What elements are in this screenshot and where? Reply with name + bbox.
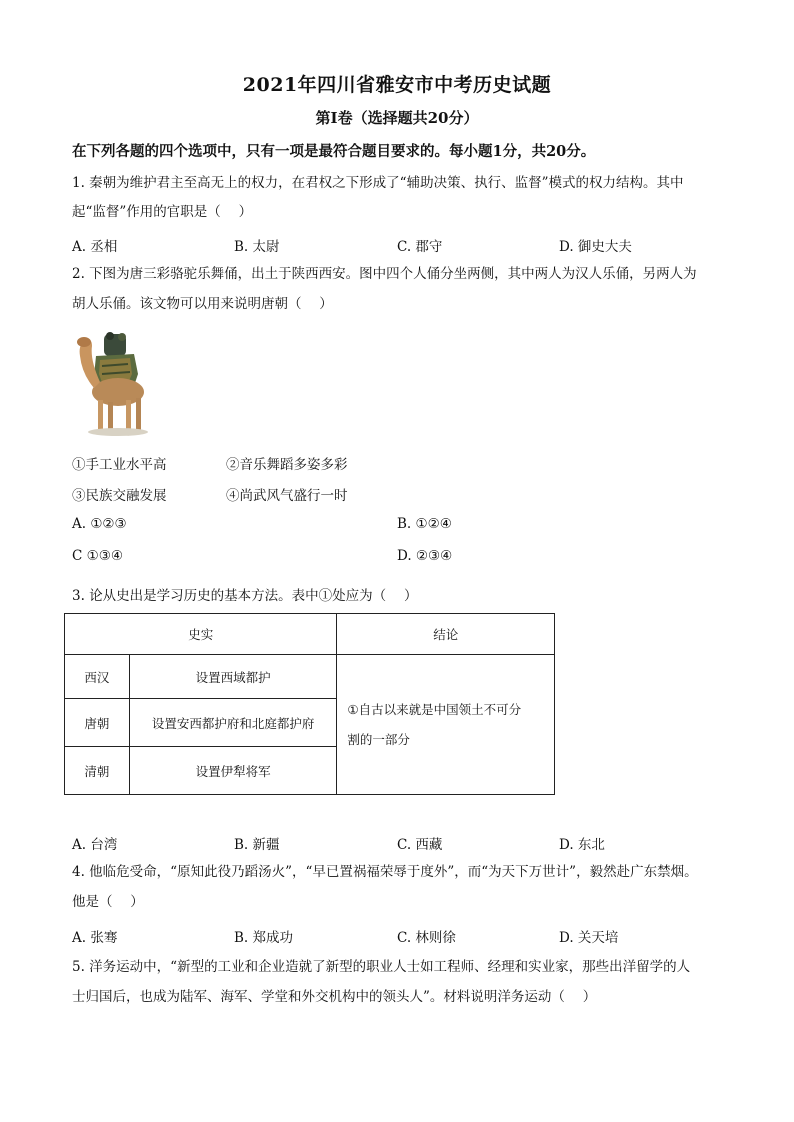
q2-statement-1: ①手工业水平高 bbox=[72, 457, 167, 473]
q2-option-c: C ①③④ bbox=[72, 548, 123, 564]
q4-option-a: A. 张骞 bbox=[72, 930, 118, 946]
row-fact: 设置伊犁将军 bbox=[129, 747, 337, 795]
conclusion-line2: 割的一部分 bbox=[347, 731, 410, 747]
header-conclusion: 结论 bbox=[337, 614, 555, 655]
row-dynasty: 清朝 bbox=[65, 747, 130, 795]
q2-option-d: D. ②③④ bbox=[397, 548, 453, 564]
q2-stem-line2: 胡人乐俑。该文物可以用来说明唐朝（ ） bbox=[72, 296, 333, 312]
q3-option-c: C. 西藏 bbox=[397, 837, 443, 853]
q2-stem-line1: 2. 下图为唐三彩骆驼乐舞俑，出土于陕西西安。图中四个人俑分坐两侧，其中两人为汉人乐俑，另两人为 bbox=[72, 266, 697, 282]
history-table bbox=[64, 613, 555, 795]
q1-option-b: B. 太尉 bbox=[234, 239, 280, 255]
row-dynasty: 西汉 bbox=[65, 655, 130, 699]
header-facts: 史实 bbox=[65, 614, 337, 655]
q1-option-d: D. 御史大夫 bbox=[559, 239, 632, 255]
instructions: 在下列各题的四个选项中，只有一项是最符合题目要求的。每小题1分，共20分。 bbox=[72, 143, 596, 160]
q2-statement-2: ②音乐舞蹈多姿多彩 bbox=[226, 457, 348, 473]
camel-figurine-image bbox=[72, 330, 154, 438]
page-title: 2021年四川省雅安市中考历史试题 bbox=[242, 74, 552, 96]
q5-stem-line2: 士归国后，也成为陆军、海军、学堂和外交机构中的领头人”。材料说明洋务运动（ ） bbox=[72, 989, 597, 1005]
q1-stem-line1: 1. 秦朝为维护君主至高无上的权力，在君权之下形成了“辅助决策、执行、监督”模式的权力结构。其中 bbox=[72, 175, 684, 191]
q2-option-a: A. ①②③ bbox=[72, 516, 127, 532]
q4-stem-line2: 他是（ ） bbox=[72, 894, 144, 910]
q4-option-b: B. 郑成功 bbox=[234, 930, 294, 946]
table-header-row bbox=[65, 614, 555, 655]
q2-option-b: B. ①②④ bbox=[397, 516, 452, 532]
row-fact: 设置安西都护府和北庭都护府 bbox=[129, 699, 337, 747]
q3-option-b: B. 新疆 bbox=[234, 837, 280, 853]
section-subtitle: 第Ⅰ卷（选择题共20分） bbox=[315, 109, 479, 127]
table-row bbox=[65, 655, 555, 699]
q3-stem: 3. 论从史出是学习历史的基本方法。表中①处应为（ ） bbox=[72, 588, 418, 604]
row-dynasty: 唐朝 bbox=[65, 699, 130, 747]
q3-option-d: D. 东北 bbox=[559, 837, 605, 853]
row-fact: 设置西域都护 bbox=[129, 655, 337, 699]
q1-option-c: C. 郡守 bbox=[397, 239, 443, 255]
q4-option-d: D. 关天培 bbox=[559, 930, 619, 946]
q1-stem-line2: 起“监督”作用的官职是（ ） bbox=[72, 204, 253, 220]
q4-option-c: C. 林则徐 bbox=[397, 930, 456, 946]
conclusion-line1: ①自古以来就是中国领土不可分 bbox=[347, 701, 522, 717]
q4-stem-line1: 4. 他临危受命，“原知此役乃蹈汤火”，“早已置祸福荣辱于度外”，而“为天下万世计”，毅然赴广东禁烟。 bbox=[72, 864, 698, 880]
q3-option-a: A. 台湾 bbox=[72, 837, 118, 853]
q1-option-a: A. 丞相 bbox=[72, 239, 118, 255]
conclusion-cell bbox=[337, 655, 555, 795]
q5-stem-line1: 5. 洋务运动中，“新型的工业和企业造就了新型的职业人士如工程师、经理和实业家，那些出洋留学的人 bbox=[72, 959, 691, 975]
q2-statement-3: ③民族交融发展 bbox=[72, 488, 167, 504]
q2-statement-4: ④尚武风气盛行一时 bbox=[226, 488, 348, 504]
